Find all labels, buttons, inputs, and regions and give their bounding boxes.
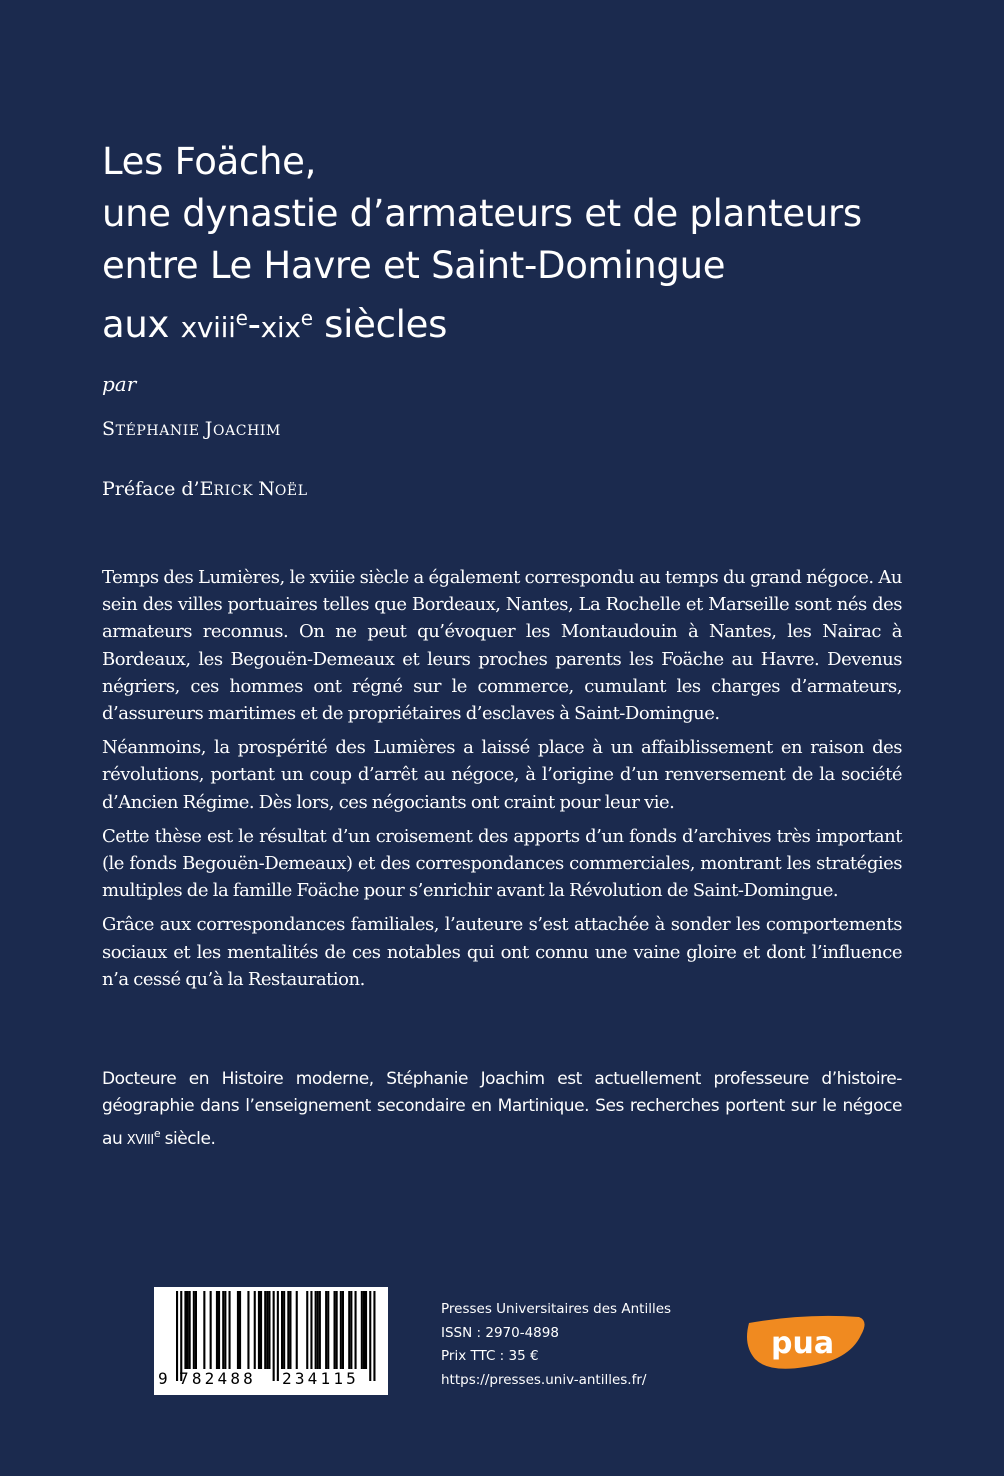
summary-paragraph-4: Grâce aux correspondances familiales, l’auteure s’est attachée à sonder les comportements sociaux et les mentalités de ces notables qui ont connu une vaine gloire et dont l’influence n’a cessé qu’à la Restauration. (102, 914, 902, 990)
publisher-info (441, 1298, 671, 1392)
barcode-bar (369, 1291, 371, 1381)
barcode-bar (254, 1291, 256, 1369)
barcode-bar (317, 1291, 319, 1369)
century-end-sup: e (300, 306, 313, 330)
preface-cap-1: E (199, 478, 214, 500)
barcode-bar (187, 1291, 189, 1369)
barcode-bar (229, 1291, 231, 1369)
preface-rest-2: OËL (274, 483, 308, 499)
barcode-bar (336, 1291, 338, 1369)
barcode-bar (216, 1291, 218, 1369)
barcode-bar (348, 1291, 350, 1369)
bio-text-after: siècle. (160, 1129, 216, 1149)
barcode-bar (281, 1291, 283, 1369)
barcode-bar (258, 1291, 260, 1369)
barcode-bar (176, 1291, 178, 1381)
barcode-bar (283, 1291, 285, 1369)
title-line-1: Les Foäche, (102, 140, 317, 183)
barcode-bar (180, 1291, 182, 1381)
bio-text-before: Docteure en Histoire moderne, Stéphanie Joachim est actuellement professeure d’histoire-géographie dans l’enseignement secondaire en Martinique. Ses recherches portent sur le négoce au (102, 1069, 902, 1149)
author-bio (102, 1066, 902, 1154)
barcode-bar (342, 1291, 344, 1369)
preface-rest-1: RICK (213, 483, 259, 499)
barcode-bar (266, 1291, 268, 1369)
isbn-group-1: 782488 (179, 1369, 256, 1388)
preface-prefix: Préface d’ (102, 478, 200, 500)
title-suffix: siècles (312, 303, 448, 346)
barcode-bar (210, 1291, 212, 1369)
barcode-bar (239, 1291, 241, 1369)
by-label: par (102, 372, 137, 396)
barcode-bar (340, 1291, 342, 1369)
barcode-bar (325, 1291, 327, 1369)
century-end: xix (260, 311, 301, 344)
barcode-bar (327, 1291, 329, 1369)
summary-paragraph-3: Cette thèse est le résultat d’un croisement des apports d’un fonds d’archives très important (le fonds Begouën-Demeaux) et des correspondances commerciales, montrant les stratégies multiples de la famille Foäche pour s’enrichir avant la Révolution de Saint-Domingue. (102, 825, 902, 902)
barcode-bar (237, 1291, 239, 1369)
barcode-bar (373, 1291, 375, 1381)
preface-cap-2: N (258, 478, 275, 500)
century-dash: - (247, 303, 261, 346)
century-start: xviii (180, 311, 236, 344)
publisher-price: Prix TTC : 35 € (441, 1348, 539, 1364)
barcode-bar (296, 1291, 298, 1369)
barcode-bar (289, 1291, 291, 1369)
barcode-bar (260, 1291, 262, 1369)
barcode-bar (350, 1291, 352, 1369)
book-title (102, 136, 962, 354)
isbn-number (154, 1369, 388, 1393)
barcode-bar (264, 1291, 266, 1369)
isbn-barcode (154, 1287, 388, 1395)
publisher-url[interactable]: https://presses.univ-antilles.fr/ (441, 1371, 647, 1388)
barcode-bar (365, 1291, 367, 1369)
summary-paragraph-1: Temps des Lumières, le xviiie siècle a également correspondu au temps du grand négoce. Au sein des villes portuaires telles que Bordeaux, Nantes, La Rochelle et Marseille sont nés des armateurs reconnus. On ne peut qu’évoquer les Montaudouin à Nantes, les Nairac à Bordeaux, les Begouën-Demeaux et leurs proches parents les Foäche au Havre. Devenus négriers, ces hommes ont régné sur le commerce, cumulant les charges d’armateurs, d’assureurs maritimes et de propriétaires d’esclaves à Saint-Domingue. (102, 567, 902, 725)
author-cap-2: J (204, 418, 213, 440)
author-rest-1: TÉPHANIE (115, 423, 205, 439)
title-line-4 (102, 292, 962, 354)
barcode-bar (306, 1291, 308, 1369)
barcode-bar (273, 1291, 275, 1381)
barcode-bar (195, 1291, 197, 1369)
pua-logo-text: pua (771, 1326, 835, 1361)
barcode-bar (287, 1291, 289, 1369)
barcode-bar (315, 1291, 317, 1369)
bio-century: XVIII (126, 1133, 154, 1148)
century-start-sup: e (235, 306, 248, 330)
barcode-bar (222, 1291, 224, 1369)
isbn-first-digit: 9 (158, 1369, 168, 1388)
preface-credit (102, 478, 308, 500)
publisher-issn: ISSN : 2970-4898 (441, 1324, 559, 1341)
bio-century-sup: e (153, 1127, 161, 1140)
barcode-bar (247, 1291, 249, 1369)
title-line-2: une dynastie d’armateurs et de planteurs (102, 192, 862, 235)
book-summary (102, 564, 902, 1000)
publisher-name: Presses Universitaires des Antilles (441, 1301, 672, 1317)
author-name (102, 418, 281, 440)
barcode-bar (203, 1291, 205, 1369)
title-prefix: aux (102, 303, 181, 346)
barcode-bar (361, 1291, 363, 1369)
barcode-bar (268, 1291, 270, 1369)
barcode-bar (319, 1291, 321, 1369)
barcode-bar (189, 1291, 191, 1369)
barcode-bar (277, 1291, 279, 1381)
barcode-bar (363, 1291, 365, 1369)
barcode-bar (184, 1291, 186, 1369)
barcode-bar (218, 1291, 220, 1369)
barcode-bar (310, 1291, 312, 1369)
barcode-bar (224, 1291, 226, 1369)
barcode-bar (193, 1291, 195, 1369)
author-rest-2: OACHIM (213, 423, 281, 439)
barcode-bar (355, 1291, 357, 1369)
summary-paragraph-2: Néanmoins, la prospérité des Lumières a laissé place à un affaiblissement en raison des révolutions, portant un coup d’arrêt au négoce, à l’origine d’un renversement de la société d’Ancien Régime. Dès lors, ces négociants ont craint pour leur vie. (102, 737, 902, 813)
isbn-group-2: 234115 (282, 1369, 359, 1388)
author-cap-1: S (102, 418, 116, 440)
barcode-bar (334, 1291, 336, 1369)
pua-logo-icon (745, 1311, 867, 1373)
title-line-3: entre Le Havre et Saint-Domingue (102, 244, 726, 287)
